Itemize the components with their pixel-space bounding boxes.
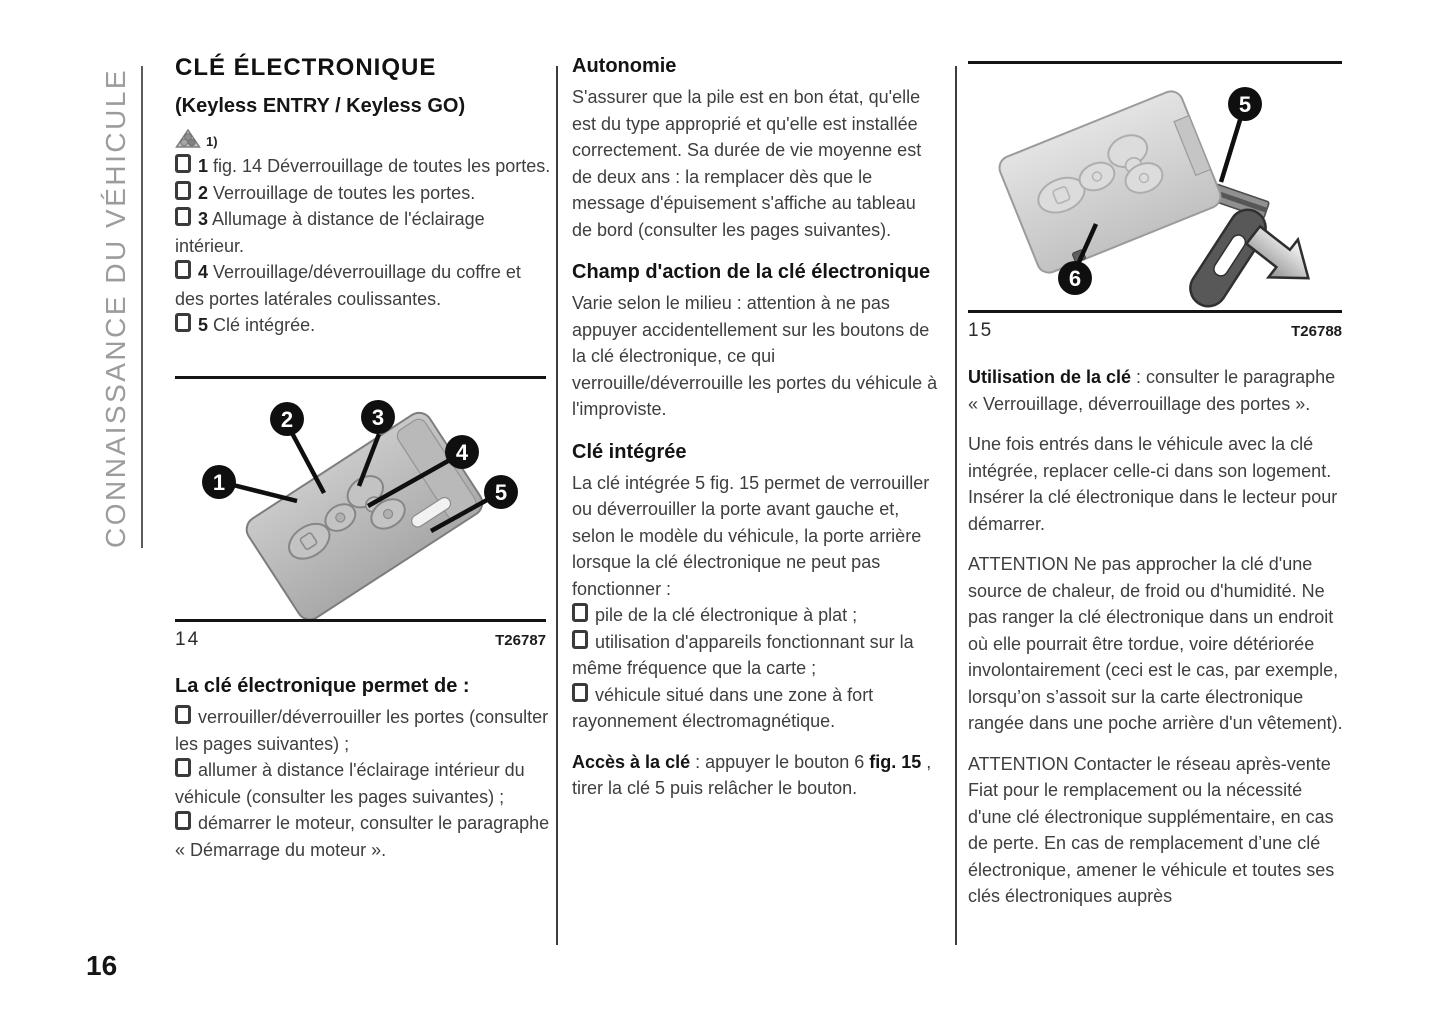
list-item	[572, 602, 940, 629]
note-ref-number: 1)	[206, 134, 218, 149]
item-text: Clé intégrée.	[213, 315, 316, 335]
left-column-top	[175, 54, 551, 339]
square-bullet-icon	[572, 683, 588, 702]
inline-heading: Utilisation de la clé	[968, 367, 1132, 387]
list-item	[572, 682, 940, 735]
square-bullet-icon	[175, 811, 191, 830]
figure-15-caption	[968, 320, 1342, 342]
paragraph: S'assurer que la pile est en bon état, qu'elle est du type approprié et qu'elle est installée correctement. Sa durée de vie moyenne est de deux ans : la remplacer dès que le message d'épuisement s'affiche au tableau de bord (consulter les pages suivantes).	[572, 87, 922, 240]
item-text: Verrouillage/déverrouillage du coffre et des portes latérales coulissantes.	[175, 262, 521, 309]
square-bullet-icon	[175, 207, 191, 226]
list-item	[175, 180, 551, 207]
item-number: 3	[198, 209, 209, 229]
list-item	[175, 757, 555, 810]
item-text: démarrer le moteur, consulter le paragraphe « Démarrage du moteur ».	[175, 813, 550, 860]
paragraph-utilisation	[968, 364, 1346, 417]
section-heading: Champ d'action de la clé électronique	[572, 261, 931, 283]
square-bullet-icon	[572, 603, 588, 622]
key-function-list	[175, 153, 551, 339]
keycard-key-illustration-fig15	[968, 64, 1342, 310]
inline-bold: fig. 15	[869, 751, 922, 772]
list-item	[572, 629, 940, 682]
item-text: allumer à distance l'éclairage intérieur du véhicule (consulter les pages suivantes) ;	[175, 760, 525, 807]
square-bullet-icon	[175, 181, 191, 200]
list-item	[175, 153, 551, 180]
svg-text:2: 2	[280, 407, 294, 432]
inline-text: : consulter le paragraphe « Verrouillage, déverrouillage des portes ».	[968, 367, 1336, 414]
paragraph-acces	[572, 749, 940, 802]
item-text: fig. 14 Déverrouillage de toutes les portes.	[213, 156, 551, 176]
permet-list	[175, 704, 555, 863]
square-bullet-icon	[175, 313, 191, 332]
square-bullet-icon	[175, 154, 191, 173]
square-bullet-icon	[175, 260, 191, 279]
square-bullet-icon	[175, 758, 191, 777]
paragraph: La clé intégrée 5 fig. 15 permet de verrouiller ou déverrouiller la porte avant gauche et, selon le modèle du véhicule, la porte arrière lorsque la clé électronique ne peut pas fonctionner :	[572, 472, 930, 599]
figure-code: T26788	[1291, 323, 1342, 340]
section-heading: Autonomie	[572, 55, 677, 77]
list-item	[175, 259, 551, 312]
svg-text:4: 4	[455, 440, 469, 465]
svg-text:5: 5	[1238, 92, 1252, 117]
figure-15-frame	[968, 61, 1342, 313]
paragraph: Une fois entrés dans le véhicule avec la clé intégrée, replacer celle-ci dans son logement. Insérer la clé électronique dans le lecteur pour démarrer.	[968, 434, 1338, 534]
cle-list	[572, 602, 940, 735]
svg-text:1: 1	[212, 470, 226, 495]
figure-number: 14	[175, 629, 201, 650]
sidebar-rule	[141, 66, 143, 548]
item-text: utilisation d'appareils fonctionnant sur la même fréquence que la carte ;	[572, 631, 914, 678]
chapter-sidebar-label: CONNAISSANCE DU VÉHICULE	[100, 67, 131, 548]
figure-14-frame	[175, 376, 546, 622]
item-text: Verrouillage de toutes les portes.	[213, 182, 476, 203]
svg-text:6: 6	[1068, 266, 1082, 291]
middle-column	[572, 54, 940, 802]
item-number: 2	[198, 182, 209, 203]
figure-15	[968, 61, 1342, 342]
list-item	[175, 206, 551, 259]
item-text: verrouiller/déverrouiller les portes (consulter les pages suivantes) ;	[175, 707, 549, 754]
figure-number: 15	[968, 320, 994, 341]
page-title: CLÉ ÉLECTRONIQUE	[175, 54, 437, 81]
list-item	[175, 810, 555, 863]
svg-text:5: 5	[494, 480, 508, 505]
left-column-bottom	[175, 674, 555, 863]
item-text: véhicule situé dans une zone à fort rayonnement électromagnétique.	[572, 684, 874, 731]
note-reference	[175, 127, 551, 149]
svg-text:3: 3	[371, 405, 385, 430]
inline-heading: Accès à la clé	[572, 751, 691, 772]
right-column	[968, 364, 1346, 910]
page-subtitle: (Keyless ENTRY / Keyless GO)	[175, 95, 466, 117]
inline-text: , tirer la clé 5 puis relâcher le bouton.	[572, 751, 932, 798]
item-number: 4	[198, 262, 209, 282]
section-heading: Clé intégrée	[572, 440, 687, 463]
item-number: 1	[198, 156, 209, 176]
list-item	[175, 704, 555, 757]
figure-14	[175, 376, 546, 651]
column-divider-right	[955, 66, 957, 945]
figure-14-caption	[175, 629, 546, 651]
paragraph-attention-2: ATTENTION Contacter le réseau après-vente Fiat pour le remplacement ou la nécessité d'une clé électronique supplémentaire, en cas de perte. En cas de remplacement d’une clé électronique, amener le véhicule et toutes ses clés électroniques auprès	[968, 753, 1335, 906]
page-number: 16	[86, 950, 118, 981]
keycard-illustration-fig14	[175, 379, 546, 619]
paragraph: Varie selon le milieu : attention à ne pas appuyer accidentellement sur les boutons de la clé électronique, ce qui verrouille/déverrouille les portes du véhicule à l'improviste.	[572, 293, 938, 419]
square-bullet-icon	[175, 705, 191, 724]
inline-text: : appuyer le bouton 6	[690, 751, 870, 772]
item-number: 5	[198, 315, 209, 335]
item-text: Allumage à distance de l'éclairage intérieur.	[175, 209, 485, 256]
square-bullet-icon	[572, 630, 588, 649]
item-text: pile de la clé électronique à plat ;	[595, 605, 858, 625]
column-divider-left	[556, 66, 558, 945]
paragraph-attention-1: ATTENTION Ne pas approcher la clé d'une source de chaleur, de froid ou d'humidité. Ne pas ranger la clé électronique dans un endroit où elle pourrait être tordue, voire détériorée involontairement (ceci est le cas, par exemple, lorsqu’on s’assoit sur la carte électronique rangée dans une poche arrière d'un vêtement).	[968, 554, 1343, 733]
list-item	[175, 312, 551, 339]
section-heading: La clé électronique permet de :	[175, 675, 470, 697]
figure-code: T26787	[495, 632, 546, 649]
warning-triangle-icon	[175, 128, 201, 149]
